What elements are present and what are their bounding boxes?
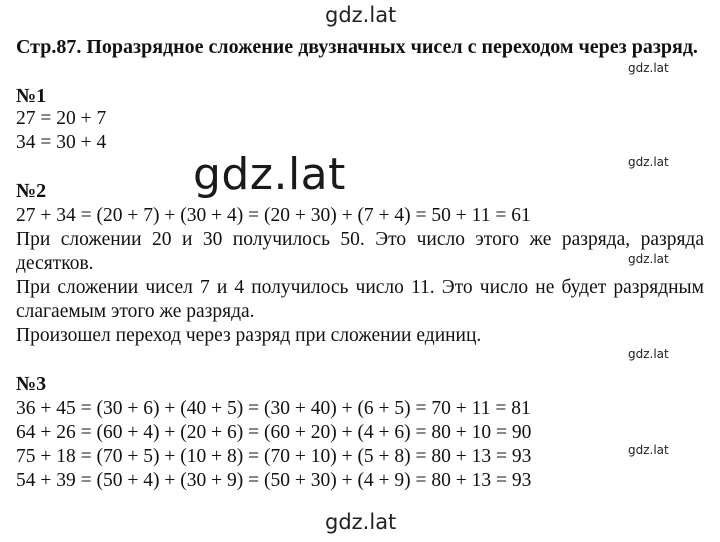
task-2-heading: №2 bbox=[16, 180, 47, 202]
watermark-top: gdz.lat bbox=[325, 3, 397, 27]
watermark-large: gdz.lat bbox=[193, 149, 346, 200]
task-3-line: 54 + 39 = (50 + 4) + (30 + 9) = (50 + 30) + (4 + 9) = 80 + 13 = 93 bbox=[16, 470, 532, 491]
watermark-small: gdz.lat bbox=[628, 347, 669, 361]
task-3-line: 64 + 26 = (60 + 4) + (20 + 6) = (60 + 20) + (4 + 6) = 80 + 10 = 90 bbox=[16, 422, 532, 443]
task-3-line: 75 + 18 = (70 + 5) + (10 + 8) = (70 + 10) + (5 + 8) = 80 + 13 = 93 bbox=[16, 446, 532, 467]
task-1-line: 34 = 30 + 4 bbox=[16, 132, 107, 153]
task-1-line: 27 = 20 + 7 bbox=[16, 108, 107, 129]
watermark-small: gdz.lat bbox=[628, 443, 669, 457]
task-1-heading: №1 bbox=[16, 85, 47, 107]
task-2-equation: 27 + 34 = (20 + 7) + (30 + 4) = (20 + 30) + (7 + 4) = 50 + 11 = 61 bbox=[16, 205, 531, 226]
task-2-paragraph-line: Произошел переход через разряд при сложении единиц. bbox=[16, 325, 482, 346]
watermark-small: gdz.lat bbox=[628, 252, 669, 266]
task-2-paragraph-line: При сложении 20 и 30 получилось 50. Это число этого же разряда, разряда bbox=[16, 229, 704, 250]
task-3-heading: №3 bbox=[16, 373, 47, 395]
watermark-small: gdz.lat bbox=[628, 61, 669, 75]
task-2-paragraph-line: слагаемым этого же разряда. bbox=[16, 301, 255, 322]
page-title: Стр.87. Поразрядное сложение двузначных чисел с переходом через разряд. bbox=[16, 36, 698, 58]
task-2-paragraph-line: десятков. bbox=[16, 253, 94, 274]
task-3-line: 36 + 45 = (30 + 6) + (40 + 5) = (30 + 40) + (6 + 5) = 70 + 11 = 81 bbox=[16, 398, 531, 419]
watermark-small: gdz.lat bbox=[628, 155, 669, 169]
watermark-bottom: gdz.lat bbox=[325, 510, 397, 534]
task-2-paragraph-line: При сложении чисел 7 и 4 получилось число 11. Это число не будет разрядным bbox=[16, 277, 704, 298]
